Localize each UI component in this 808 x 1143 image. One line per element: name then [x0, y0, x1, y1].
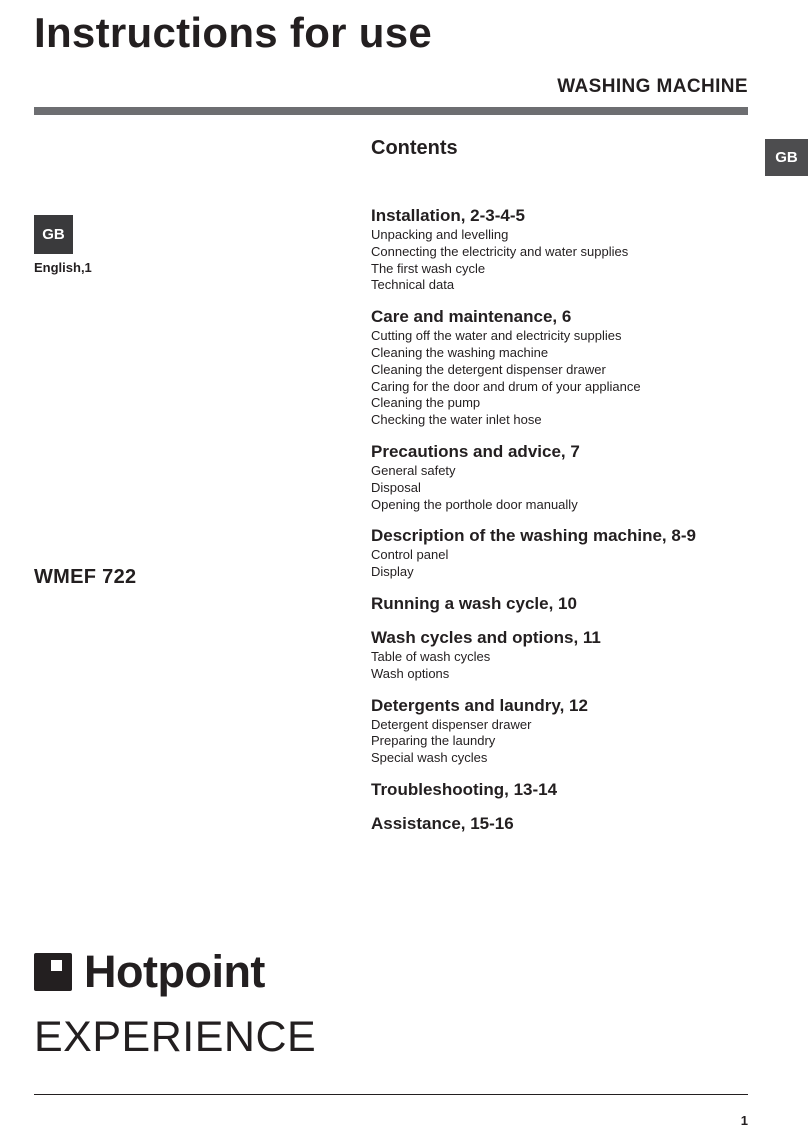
toc-section-title[interactable]: Wash cycles and options, 11: [371, 627, 601, 647]
page-title: Instructions for use: [34, 9, 433, 56]
toc-item[interactable]: Disposal: [371, 479, 421, 495]
toc-section-troubleshooting: [371, 779, 751, 801]
toc-section-title[interactable]: Installation, 2-3-4-5: [371, 206, 525, 225]
toc-section-care: [371, 306, 751, 429]
hotpoint-logo-icon: [34, 953, 72, 991]
toc-section-title[interactable]: Detergents and laundry, 12: [371, 695, 588, 715]
toc-item[interactable]: Unpacking and levelling: [371, 227, 509, 242]
toc-section-precautions: [371, 441, 751, 513]
toc-item[interactable]: The first wash cycle: [371, 260, 486, 276]
toc-item[interactable]: Table of wash cycles: [371, 648, 491, 664]
toc-item[interactable]: Checking the water inlet hose: [371, 412, 542, 428]
toc-section-title[interactable]: Running a wash cycle, 10: [371, 593, 577, 613]
header-rule: [34, 107, 748, 115]
contents-heading: Contents: [371, 137, 458, 159]
footer-rule: [34, 1094, 748, 1095]
toc-item[interactable]: Preparing the laundry: [371, 733, 496, 749]
model-number: WMEF 722: [34, 566, 137, 588]
toc-section-assistance: [371, 813, 751, 835]
document-subtitle: WASHING MACHINE: [557, 76, 748, 97]
toc-section-title[interactable]: Care and maintenance, 6: [371, 307, 572, 327]
language-code-badge[interactable]: GB: [34, 215, 73, 254]
toc-section-installation: [371, 205, 751, 294]
toc-section-description: [371, 525, 751, 581]
toc-item[interactable]: Wash options: [371, 665, 450, 681]
toc-section-running: [371, 593, 751, 615]
toc-section-wash-cycles: [371, 627, 751, 683]
toc-item[interactable]: Cleaning the pump: [371, 395, 481, 411]
table-of-contents: [371, 205, 751, 847]
brand-name: Hotpoint: [84, 946, 265, 997]
toc-section-title[interactable]: Precautions and advice, 7: [371, 441, 580, 461]
toc-item[interactable]: Cleaning the washing machine: [371, 344, 549, 360]
toc-section-title[interactable]: Assistance, 15-16: [371, 813, 514, 833]
toc-item[interactable]: General safety: [371, 462, 456, 478]
toc-item[interactable]: Display: [371, 564, 414, 580]
language-entry[interactable]: English,1: [34, 260, 92, 275]
toc-item[interactable]: Technical data: [371, 277, 455, 293]
toc-item[interactable]: Cutting off the water and electricity supplies: [371, 328, 622, 344]
toc-item[interactable]: Caring for the door and drum of your appliance: [371, 378, 641, 394]
toc-item[interactable]: Detergent dispenser drawer: [371, 716, 532, 732]
toc-item[interactable]: Opening the porthole door manually: [371, 496, 578, 512]
brand-tagline: EXPERIENCE: [34, 1013, 317, 1061]
toc-item[interactable]: Connecting the electricity and water supplies: [371, 243, 629, 259]
toc-item[interactable]: Cleaning the detergent dispenser drawer: [371, 361, 606, 377]
toc-item[interactable]: Special wash cycles: [371, 750, 488, 766]
toc-item[interactable]: Control panel: [371, 547, 449, 563]
language-side-tab[interactable]: GB: [765, 139, 808, 176]
page-number: 1: [740, 1113, 748, 1128]
toc-section-title[interactable]: Description of the washing machine, 8-9: [371, 526, 696, 546]
toc-section-detergents: [371, 695, 751, 767]
brand-logo: [34, 948, 265, 996]
toc-section-title[interactable]: Troubleshooting, 13-14: [371, 779, 558, 799]
